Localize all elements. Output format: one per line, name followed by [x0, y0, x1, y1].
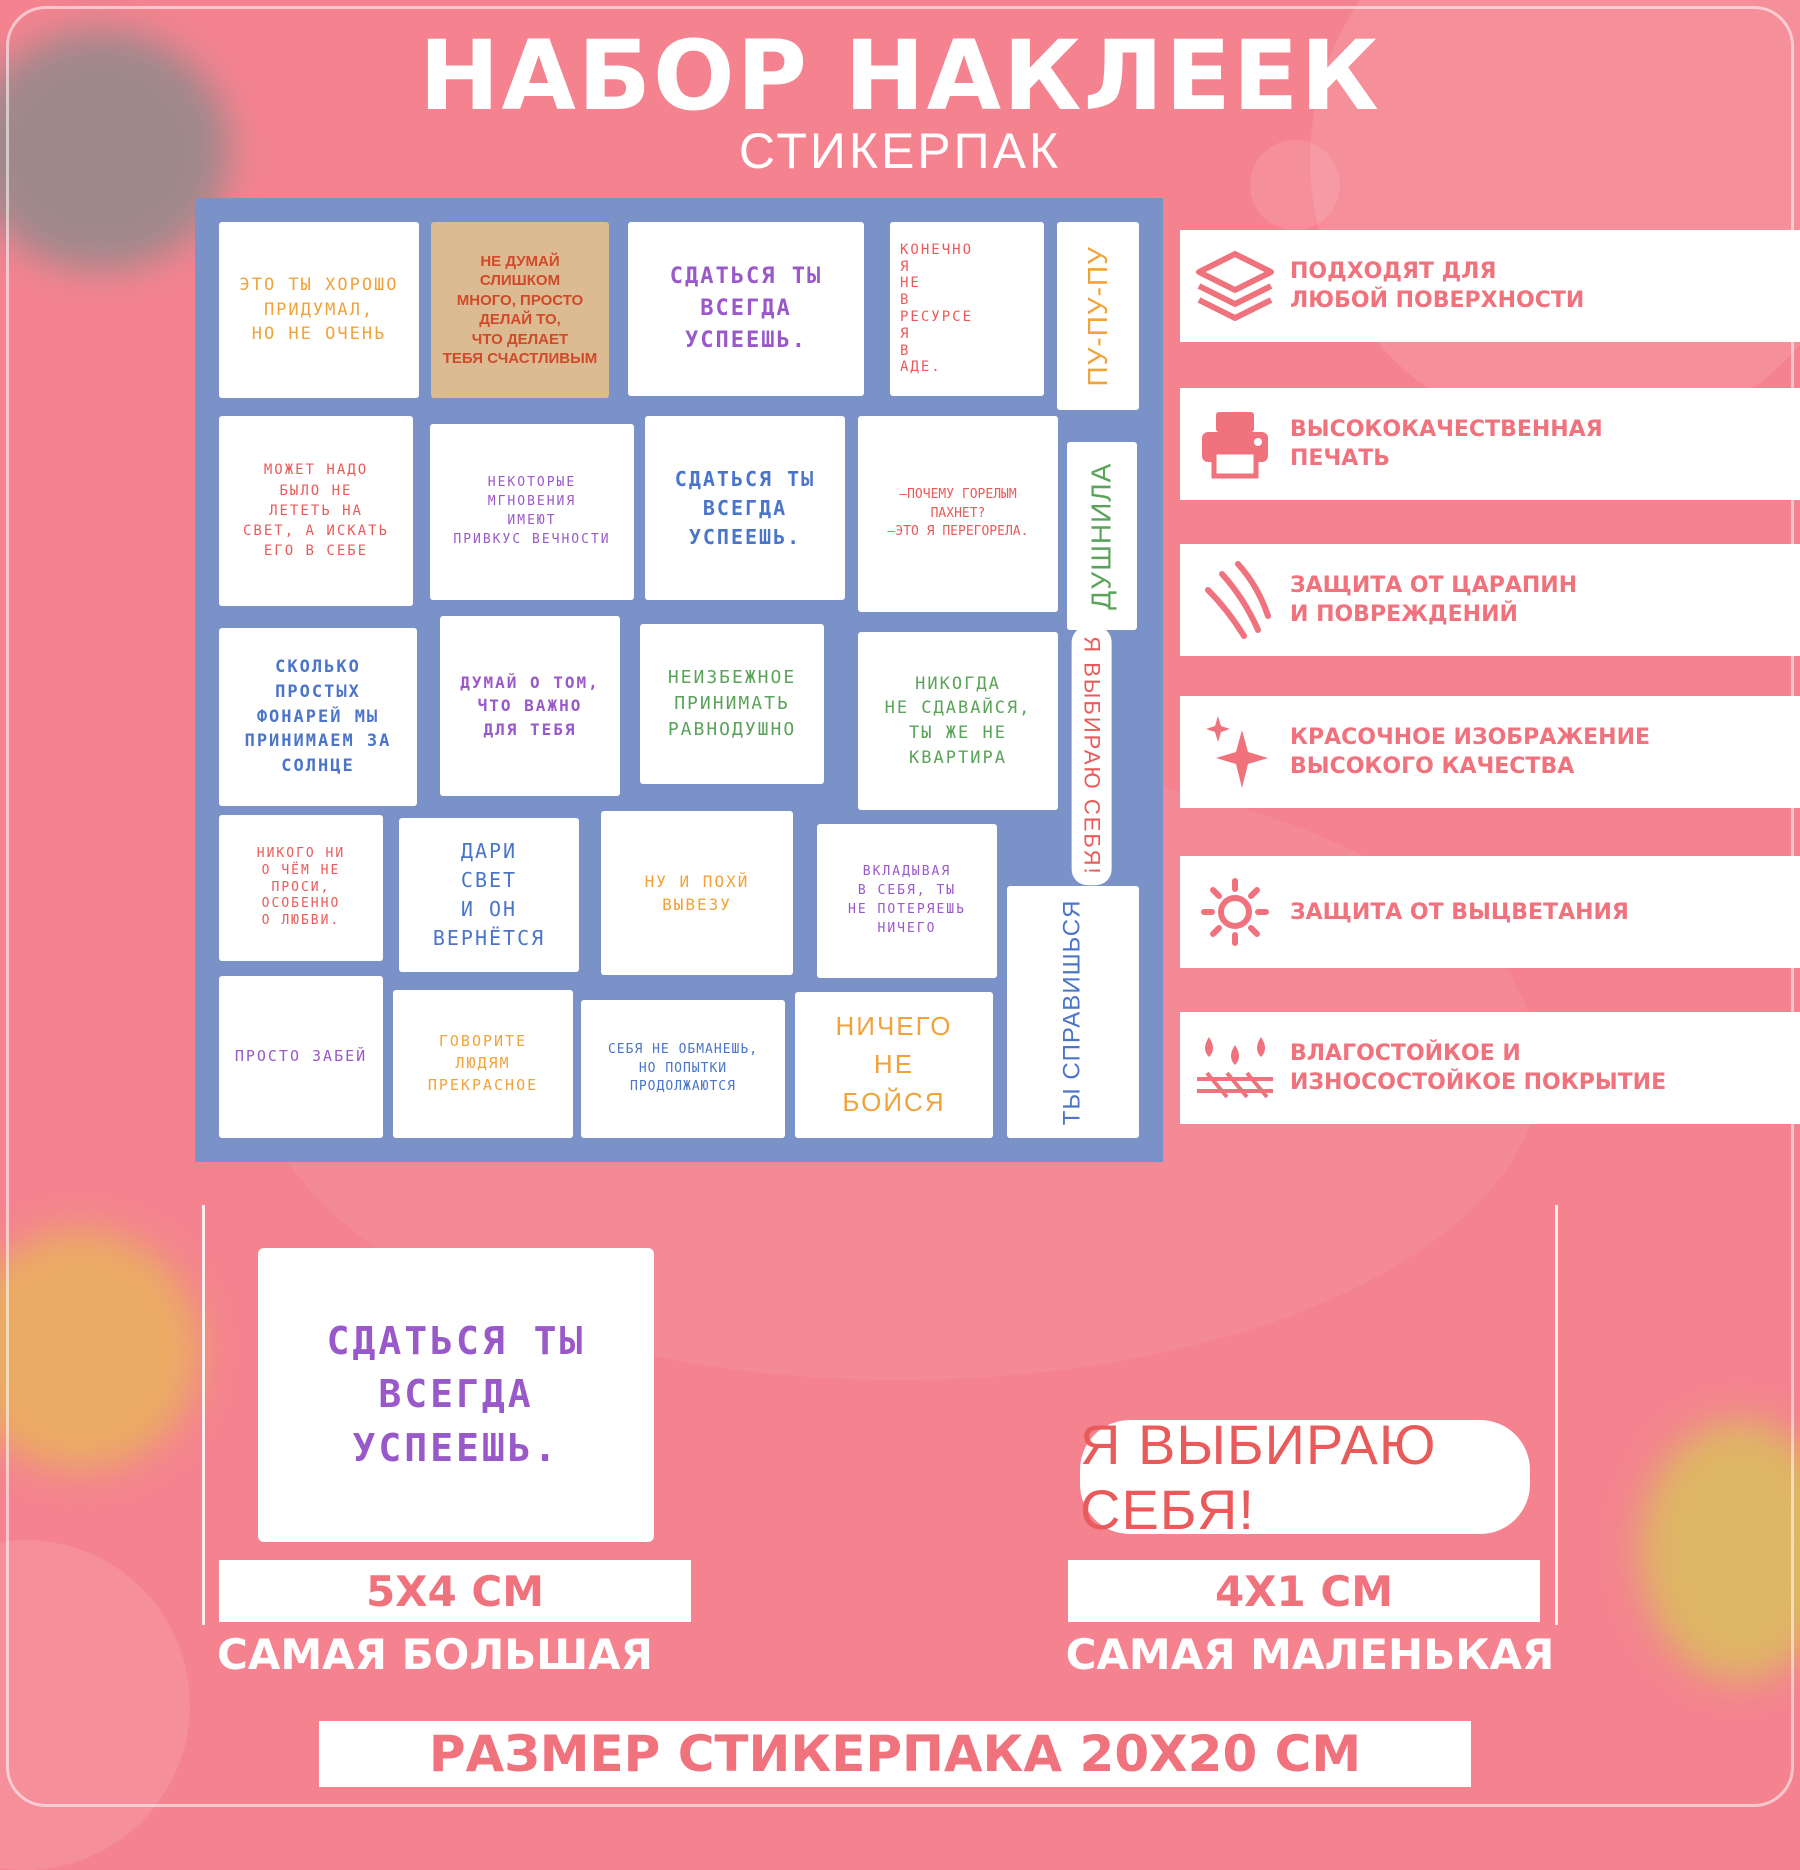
- sticker: ЭТО ТЫ ХОРОШО ПРИДУМАЛ, НО НЕ ОЧЕНЬ: [219, 222, 419, 398]
- sticker: ДУШНИЛА: [1067, 442, 1137, 630]
- scratch-icon: [1180, 544, 1290, 656]
- feature-water-resistant: [1180, 1012, 1800, 1124]
- water-drops-icon: [1180, 1012, 1290, 1124]
- smallest-sticker-example: Я ВЫБИРАЮ СЕБЯ!: [1080, 1420, 1530, 1534]
- feature-any-surface: [1180, 230, 1800, 342]
- sticker: КОНЕЧНО Я НЕ В РЕСУРСЕ Я В АДЕ.: [890, 222, 1044, 396]
- largest-caption: САМАЯ БОЛЬШАЯ: [217, 1630, 653, 1679]
- pack-size-banner: РАЗМЕР СТИКЕРПАКА 20Х20 СМ: [319, 1721, 1471, 1787]
- sticker: МОЖЕТ НАДО БЫЛО НЕ ЛЕТЕТЬ НА СВЕТ, А ИСКАТЬ ЕГО В СЕБЕ: [219, 416, 413, 606]
- sticker: НЕИЗБЕЖНОЕ ПРИНИМАТЬ РАВНОДУШНО: [640, 624, 824, 784]
- feature-fade-protection: [1180, 856, 1800, 968]
- sticker: ДУМАЙ О ТОМ, ЧТО ВАЖНО ДЛЯ ТЕБЯ: [440, 616, 620, 796]
- divider-left: [202, 1205, 205, 1625]
- feature-label: КРАСОЧНОЕ ИЗОБРАЖЕНИЕ ВЫСОКОГО КАЧЕСТВА: [1290, 725, 1651, 779]
- sticker: СЕБЯ НЕ ОБМАНЕШЬ, НО ПОПЫТКИ ПРОДОЛЖАЮТСЯ: [581, 1000, 785, 1138]
- sticker: СКОЛЬКО ПРОСТЫХ ФОНАРЕЙ МЫ ПРИНИМАЕМ ЗА СОЛНЦЕ: [219, 628, 417, 806]
- page-subtitle: СТИКЕРПАК: [738, 123, 1062, 179]
- sticker: —ПОЧЕМУ ГОРЕЛЫМ ПАХНЕТ? —ЭТО Я ПЕРЕГОРЕЛА.: [858, 416, 1058, 612]
- sticker: ВКЛАДЫВАЯ В СЕБЯ, ТЫ НЕ ПОТЕРЯЕШЬ НИЧЕГО: [817, 824, 997, 978]
- sticker: Я ВЫБИРАЮ СЕБЯ!: [1057, 646, 1127, 866]
- divider-right: [1555, 1205, 1558, 1625]
- feature-label: ЗАЩИТА ОТ ЦАРАПИН И ПОВРЕЖДЕНИЙ: [1290, 573, 1578, 627]
- sun-icon: [1180, 856, 1290, 968]
- sticker: СДАТЬСЯ ТЫ ВСЕГДА УСПЕЕШЬ.: [628, 222, 864, 396]
- sticker: ТЫ СПРАВИШЬСЯ: [1007, 886, 1139, 1138]
- sticker-sheet: [195, 198, 1163, 1162]
- feature-print-quality: [1180, 388, 1800, 500]
- sticker: НЕ ДУМАЙ СЛИШКОМ МНОГО, ПРОСТО ДЕЛАЙ ТО, ЧТО ДЕЛАЕТ ТЕБЯ СЧАСТЛИВЫМ: [431, 222, 609, 398]
- feature-label: ЗАЩИТА ОТ ВЫЦВЕТАНИЯ: [1290, 899, 1629, 925]
- sticker: НИЧЕГО НЕ БОЙСЯ: [795, 992, 993, 1138]
- layers-icon: [1180, 230, 1290, 342]
- smallest-caption: САМАЯ МАЛЕНЬКАЯ: [1065, 1630, 1555, 1679]
- feature-label: ВЛАГОСТОЙКОЕ И ИЗНОСОСТОЙКОЕ ПОКРЫТИЕ: [1290, 1041, 1667, 1095]
- smallest-size-label: 4Х1 СМ: [1068, 1560, 1540, 1622]
- largest-sticker-example: СДАТЬСЯ ТЫ ВСЕГДА УСПЕЕШЬ.: [258, 1248, 654, 1542]
- sticker: НЕКОТОРЫЕ МГНОВЕНИЯ ИМЕЮТ ПРИВКУС ВЕЧНОСТИ: [430, 424, 634, 600]
- sticker: ПУ-ПУ-ПУ: [1057, 222, 1139, 410]
- feature-color-quality: [1180, 696, 1800, 808]
- page-title: НАБОР НАКЛЕЕК: [419, 20, 1381, 132]
- sticker: ГОВОРИТЕ ЛЮДЯМ ПРЕКРАСНОЕ: [393, 990, 573, 1138]
- sticker: НУ И ПОХЙ ВЫВЕЗУ: [601, 811, 793, 975]
- feature-label: ВЫСОКОКАЧЕСТВЕННАЯ ПЕЧАТЬ: [1290, 417, 1603, 471]
- printer-icon: [1180, 388, 1290, 500]
- sparkle-icon: [1180, 696, 1290, 808]
- sticker: СДАТЬСЯ ТЫ ВСЕГДА УСПЕЕШЬ.: [645, 416, 845, 600]
- feature-scratch-protection: [1180, 544, 1800, 656]
- sticker: ПРОСТО ЗАБЕЙ: [219, 976, 383, 1138]
- sticker: ДАРИ СВЕТ И ОН ВЕРНЁТСЯ: [399, 818, 579, 972]
- feature-label: ПОДХОДЯТ ДЛЯ ЛЮБОЙ ПОВЕРХНОСТИ: [1290, 259, 1585, 313]
- largest-size-label: 5Х4 СМ: [219, 1560, 691, 1622]
- sticker: НИКОГО НИ О ЧЁМ НЕ ПРОСИ, ОСОБЕННО О ЛЮБВИ.: [219, 815, 383, 961]
- sticker: НИКОГДА НЕ СДАВАЙСЯ, ТЫ ЖЕ НЕ КВАРТИРА: [858, 632, 1058, 810]
